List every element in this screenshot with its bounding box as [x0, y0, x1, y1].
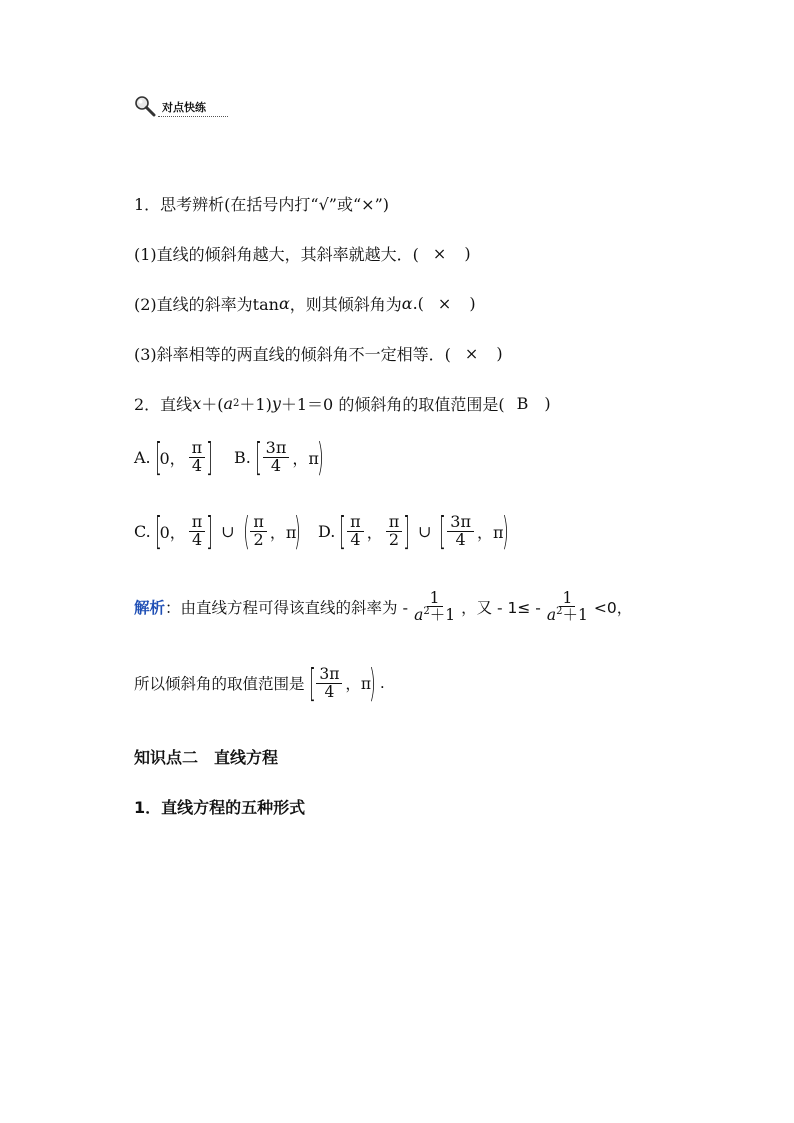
q1-item-2-answer: × — [437, 294, 452, 313]
section-title — [134, 745, 278, 768]
section-title-text: 知识点二 直线方程 — [134, 748, 279, 767]
q2-var-x: x — [192, 394, 202, 413]
q1-item-3-close: ) — [496, 344, 503, 363]
solution-frac-2-rest: ＋1 — [562, 606, 588, 625]
q1-item-2-post: .( — [412, 294, 424, 313]
section-header — [134, 95, 228, 117]
option-d-den-2: 2 — [388, 529, 400, 549]
q1-item-2-pre: (2)直线的斜率为tan — [134, 295, 279, 314]
solution-frac-2-den — [544, 607, 591, 623]
option-d-label: D. — [318, 521, 336, 541]
solution-frac-1-den — [411, 607, 458, 623]
q2-stem-pre: 2．直线 — [134, 395, 193, 414]
solution-frac-2-num: 1 — [559, 590, 575, 607]
option-c-bracket-3: ( — [242, 509, 250, 553]
solution-fraction-2 — [544, 590, 591, 624]
option-c-den-2: 2 — [253, 529, 264, 549]
option-c-num-2: π — [250, 514, 267, 532]
solution-range-num: 3π — [316, 666, 342, 683]
magnifier-icon — [134, 95, 156, 117]
option-d-comma: ， — [366, 522, 383, 542]
q2-var-a: a — [223, 394, 234, 413]
q2-option-b — [234, 435, 328, 479]
header-label: 对点快练 — [158, 99, 228, 117]
option-d-fraction-1 — [347, 511, 364, 549]
q2-close: ) — [544, 394, 551, 413]
option-d-pi: ，π — [476, 522, 504, 542]
option-c-bracket-4: ) — [294, 509, 302, 553]
solution-text-2: ，又 - 1≤ - — [461, 598, 541, 617]
option-c-fraction-1 — [189, 511, 206, 549]
q2-option-a — [134, 435, 217, 479]
solution-frac-1-num: 1 — [427, 590, 443, 607]
q1-item-2-close: ) — [469, 294, 476, 313]
solution-right-bracket: ) — [369, 661, 376, 705]
option-a-left-bracket: [ — [154, 435, 162, 479]
solution-line-2 — [134, 661, 385, 705]
option-d-fraction-3 — [447, 511, 474, 549]
option-a-den: 4 — [191, 455, 202, 475]
solution-line-2-pre: 所以倾斜角的取值范围是 — [134, 675, 305, 693]
subsection-title — [134, 795, 305, 818]
solution-period: . — [379, 674, 385, 692]
option-d-bracket-1: [ — [339, 509, 347, 553]
option-d-num-3: 3π — [447, 514, 474, 532]
option-b-pi: ，π — [292, 448, 319, 468]
option-b-fraction — [263, 437, 290, 475]
solution-range-den: 4 — [324, 682, 335, 701]
option-b-left-bracket: [ — [254, 435, 262, 479]
q2-sq: 2 — [233, 398, 240, 409]
subsection-title-text: 1．直线方程的五种形式 — [134, 798, 306, 817]
option-c-label: C. — [134, 521, 151, 541]
q1-item-1-answer: × — [432, 244, 447, 263]
option-c-bracket-1: [ — [154, 509, 162, 553]
option-d-den-3: 4 — [455, 529, 466, 549]
q1-title — [134, 192, 389, 215]
option-c-bracket-2: ] — [206, 509, 214, 553]
option-d-union: ∪ — [418, 521, 432, 541]
option-c-fraction-2 — [250, 511, 267, 549]
q2-mid: ＋1) — [239, 395, 272, 414]
option-a-zero: 0， — [159, 448, 186, 468]
option-b-label: B. — [234, 447, 251, 467]
solution-frac-1-rest: ＋1 — [429, 606, 456, 625]
q1-item-1-text: (1)直线的倾斜角越大，其斜率就越大．( — [134, 245, 419, 264]
solution-frac-2-a: a — [546, 606, 557, 625]
option-d-bracket-3: [ — [439, 509, 447, 553]
solution-fraction-1 — [411, 590, 458, 624]
solution-text-3: <0， — [593, 598, 633, 617]
option-d-fraction-2 — [386, 511, 403, 549]
solution-text-1: 由直线方程可得该直线的斜率为 - — [180, 598, 409, 617]
option-b-den: 4 — [270, 455, 282, 475]
solution-range-pi: ，π — [345, 675, 372, 693]
q2-stem — [134, 392, 551, 415]
q1-title-text: 1．思考辨析(在括号内打“√”或“×”) — [134, 195, 389, 214]
q1-item-2 — [134, 292, 476, 315]
q1-item-3-answer: × — [464, 344, 479, 363]
solution-frac-1-a: a — [414, 606, 424, 625]
option-a-fraction — [189, 437, 206, 475]
q1-item-1-close: ) — [464, 244, 471, 263]
solution-range-fraction — [316, 666, 342, 700]
solution-label: 解析 — [134, 598, 166, 617]
q1-item-2-mid: ，则其倾斜角为 — [289, 295, 402, 314]
option-d-num-2: π — [386, 514, 403, 532]
q2-plus: ＋( — [201, 395, 224, 414]
q2-option-c — [134, 509, 305, 553]
option-c-union: ∪ — [221, 521, 235, 541]
option-a-num: π — [189, 440, 206, 458]
q1-item-3 — [134, 342, 503, 365]
option-c-num-1: π — [189, 514, 206, 532]
option-a-right-bracket: ] — [206, 435, 213, 479]
option-b-num: 3π — [263, 440, 290, 458]
option-b-right-bracket: ) — [316, 435, 324, 479]
q1-item-1 — [134, 242, 471, 265]
solution-line-1 — [134, 590, 632, 624]
q2-answer: B — [516, 394, 529, 413]
solution-frac-1-sq: 2 — [423, 606, 430, 618]
option-d-bracket-2: ] — [403, 509, 410, 553]
option-c-zero: 0， — [159, 522, 186, 542]
option-c-pi: ，π — [269, 522, 297, 542]
solution-colon: ： — [165, 598, 181, 617]
option-d-bracket-4: ) — [501, 509, 509, 553]
q1-item-3-text: (3)斜率相等的两直线的倾斜角不一定相等．( — [134, 345, 451, 364]
q1-item-2-var2: α — [401, 294, 413, 313]
option-d-den-1: 4 — [350, 529, 361, 549]
q2-option-d — [318, 509, 512, 553]
solution-frac-2-sq: 2 — [556, 606, 563, 618]
option-c-den-1: 4 — [191, 529, 203, 549]
q1-item-2-var1: α — [278, 294, 290, 313]
option-d-num-1: π — [347, 514, 364, 532]
option-a-label: A. — [134, 447, 151, 467]
q2-post: ＋1＝0 的倾斜角的取值范围是( — [280, 395, 505, 414]
solution-left-bracket: [ — [308, 661, 316, 705]
q2-var-y: y — [271, 394, 281, 413]
